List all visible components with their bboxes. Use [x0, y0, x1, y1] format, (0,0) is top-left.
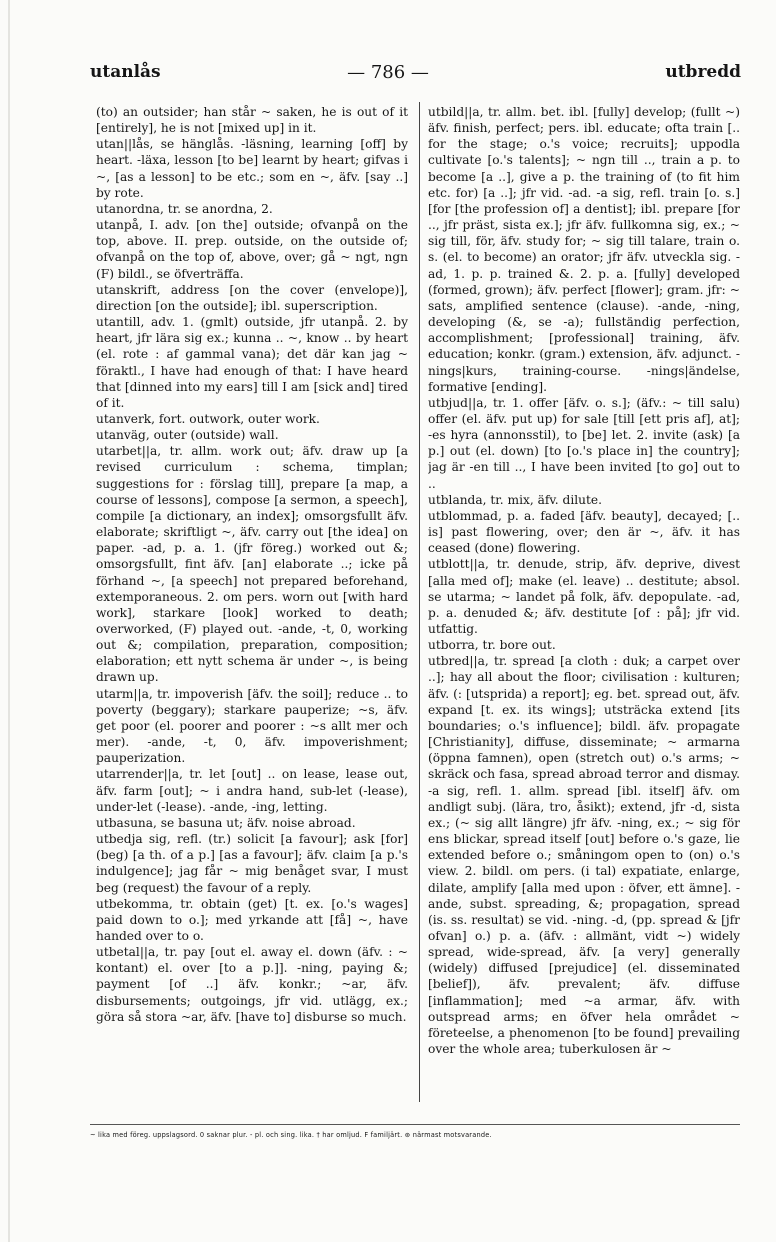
entry: utan||lås, se hänglås. -läsning, learning [off] by heart. -läxa, lesson [to be] learnt by heart; gifvas i ~, [as a lesson] to be etc.; som en ~, äfv. [say ..] by rote.: [96, 137, 408, 200]
left-column: [96, 104, 408, 1106]
entry: utanverk, fort. outwork, outer work.: [96, 411, 320, 426]
entry: utborra, tr. bore out.: [428, 638, 556, 653]
entry: utanskrift, address [on the cover (envelope)], direction [on the outside]; ibl. superscription.: [96, 282, 408, 313]
entry: utblommad, p. a. faded [äfv. beauty], decayed; [.. is] past flowering, over; den är ~, äfv. it has ceased (done) flowering.: [428, 508, 740, 556]
entry: utbjud||a, tr. 1. offer [äfv. o. s.]; (äfv.: ~ till salu) offer (el. äfv. put up) for sale [till [ett pris af], at]; -es hyra (annonsstil), to [be] let. 2. invite (ask) [a p.] out (el. down) [to [o.'s place in] the country]; jag är -en till .., I have been invited [to go] out to ..: [428, 395, 740, 491]
entry: utarrender||a, tr. let [out] .. on lease, lease out, äfv. farm [out]; ~ i andra hand, sub-let (-lease), under-let (-lease). -ande, -ing, letting.: [96, 767, 408, 814]
entry: utbetal||a, tr. pay [out el. away el. down (äfv. : ~ kontant) el. over [to a p.]]. -ning, paying &; payment [of ..] äfv. konkr.; ~ar, äfv. disbursements; outgoings, jfr vid. utlägg, ex.; göra så stora ~ar, äfv. [have to] disburse so much.: [96, 945, 408, 1024]
entry: utarm||a, tr. impoverish [äfv. the soil]; reduce .. to poverty (beggary); starkare pauperize; ~s, äfv. get poor (el. poorer and poorer : ~s allt mer och mer). -ande, -t, 0, äfv. impoverishment; pauperization.: [96, 686, 408, 766]
column-divider: [419, 102, 420, 1102]
entry: utbred||a, tr. spread [a cloth : duk; a carpet over ..]; hay all about the floor; civilisation : kulturen; äfv. (: [utsprida) a report]; eg. bet. spread out, äfv. expand [t. ex. its wings]; utsträcka extend [its boundaries; o.'s influence]; bildl. äfv. propagate [Christianity], diffuse, disseminate; ~ armarna (öppna famnen), open (stretch out) o.'s arms; ~ skräck och fasa, spread abroad terror and dismay. -a sig, refl. 1. allm. spread [ibl. itself] äfv. om andligt subj. (lära, tro, åsikt); extend, jfr -d, sista ex.; (~ sig allt längre) jfr äfv. -ning, ex.; ~ sig för ens blickar, spread itself [out] before o.'s gaze, lie extended before o.; småningom open to (on) o.'s view. 2. bildl. om pers. (i tal) expatiate, enlarge, dilate, amplify [alla med upon : öfver, ett ämne]. -ande, subst. spreading, &; propagation, spread (is. ss. resultat) se vid. -ning. -d, (pp. spread & [jfr ofvan] o.) p. a. (äfv. : allmänt, vidt ~) widely spread, wide-spread, äfv. [a very] generally (widely) diffused [prejudice] (el. disseminated [belief]), äfv. prevalent; äfv. diffuse [inflammation]; med ~a armar, äfv. with outspread arms; en öfver hela området ~ företeelse, a phenomenon [to be found] prevailing over the whole area; tuberkulosen är ~: [428, 654, 740, 1057]
right-column: [428, 104, 740, 1106]
footnote-rule: [90, 1124, 740, 1125]
entry: utbekomma, tr. obtain (get) [t. ex. [o.'s wages] paid down to o.]; med yrkande att [få] ~, have handed over to o.: [96, 896, 408, 943]
entry: (to) an outsider; han står ~ saken, he is out of it [entirely], he is not [mixed up] in it.: [96, 105, 408, 136]
page-number: — 786 —: [347, 62, 429, 83]
entry: utantill, adv. 1. (gmlt) outside, jfr utanpå. 2. by heart, jfr lära sig ex.; kunna .. ~, know .. by heart (el. rote : af gammal vana); det där kan jag ~ föraktl., I have had enough of that: I have heard that [dinned into my ears] till I am [sick and] tired of it.: [96, 315, 408, 410]
entry: utblott||a, tr. denude, strip, äfv. deprive, divest [alla med of]; make (el. leave) .. destitute; absol. se utarma; ~ landet på folk, äfv. depopulate. -ad, p. a. denuded &; äfv. destitute [of : på]; jfr vid. utfattig.: [428, 557, 740, 636]
entry: utanpå, I. adv. [on the] outside; ofvanpå on the top, above. II. prep. outside, on the outside of; ofvanpå on the top of, above, over; gå ~ ngt, ngn (F) bildl., se öfverträffa.: [96, 218, 408, 281]
entry: utblanda, tr. mix, äfv. dilute.: [428, 492, 602, 507]
entry: utbasuna, se basuna ut; äfv. noise abroad.: [96, 815, 356, 830]
entry: utanväg, outer (outside) wall.: [96, 428, 279, 443]
entry: utbild||a, tr. allm. bet. ibl. [fully] develop; (fullt ~) äfv. finish, perfect; pers. ibl. educate; ofta train [.. for the stage; o.'s voice; recruits]; uppodla cultivate [o.'s talents]; ~ ngn till .., train a p. to become [a ..], give a p. the training of (to fit him etc. for) [a ..]; jfr vid. -ad. -a sig, refl. train [o. s.] [for [the profession of] a dentist]; ibl. prepare [for .., jfr präst, sista ex.]; jfr äfv. fullkomna sig, ex.; ~ sig till, för, äfv. study for; ~ sig till talare, train o. s. (el. to become) an orator; jfr äfv. utveckla sig. -ad, 1. p. p. trained &. 2. p. a. [fully] developed (formed, grown); äfv. perfect [flower]; gram. jfr: ~ sats, amplified sentence (clause). -ande, -ning, developing (&, se -a); fullständig perfection, accomplishment; [professional] training, äfv. education; konkr. (gram.) extension, äfv. adjunct. -nings|kurs, training-course. -nings|ändelse, formative [ending].: [428, 105, 740, 394]
entry: utanordna, tr. se anordna, 2.: [96, 201, 273, 216]
header-guide-word-left: utanlås: [90, 62, 161, 82]
footnote-legend: ~ lika med föreg. uppslagsord. 0 saknar plur. - pl. och sing. lika. † har omljud. F familjärt. ⊛ närmast motsvarande.: [90, 1131, 492, 1139]
entry: utbedja sig, refl. (tr.) solicit [a favour]; ask [for] (beg) [a th. of a p.] [as a favour]; äfv. claim [a p.'s indulgence]; jag får ~ mig benåget svar, I must beg (request) the favour of a reply.: [96, 832, 408, 895]
header-guide-word-right: utbredd: [665, 62, 741, 82]
entry: utarbet||a, tr. allm. work out; äfv. draw up [a revised curriculum : schema, timplan; suggestions for : förslag till], prepare [a map, a course of lessons], compose [a sermon, a speech], compile [a dictionary, an index]; omsorgsfullt äfv. elaborate; skriftligt ~, äfv. carry out [the idea] on paper. -ad, p. a. 1. (jfr föreg.) worked out &; omsorgsfullt, fint äfv. [an] elaborate ..; icke på förhand ~, [a speech] not prepared beforehand, extemporaneous. 2. om pers. worn out [with hard work], starkare [look] worked to death; overworked, (F) played out. -ande, -t, 0, working out &; compilation, preparation, composition; elaboration; ett nytt schema är under ~, is being drawn up.: [96, 444, 408, 685]
scan-edge: [8, 0, 10, 1242]
